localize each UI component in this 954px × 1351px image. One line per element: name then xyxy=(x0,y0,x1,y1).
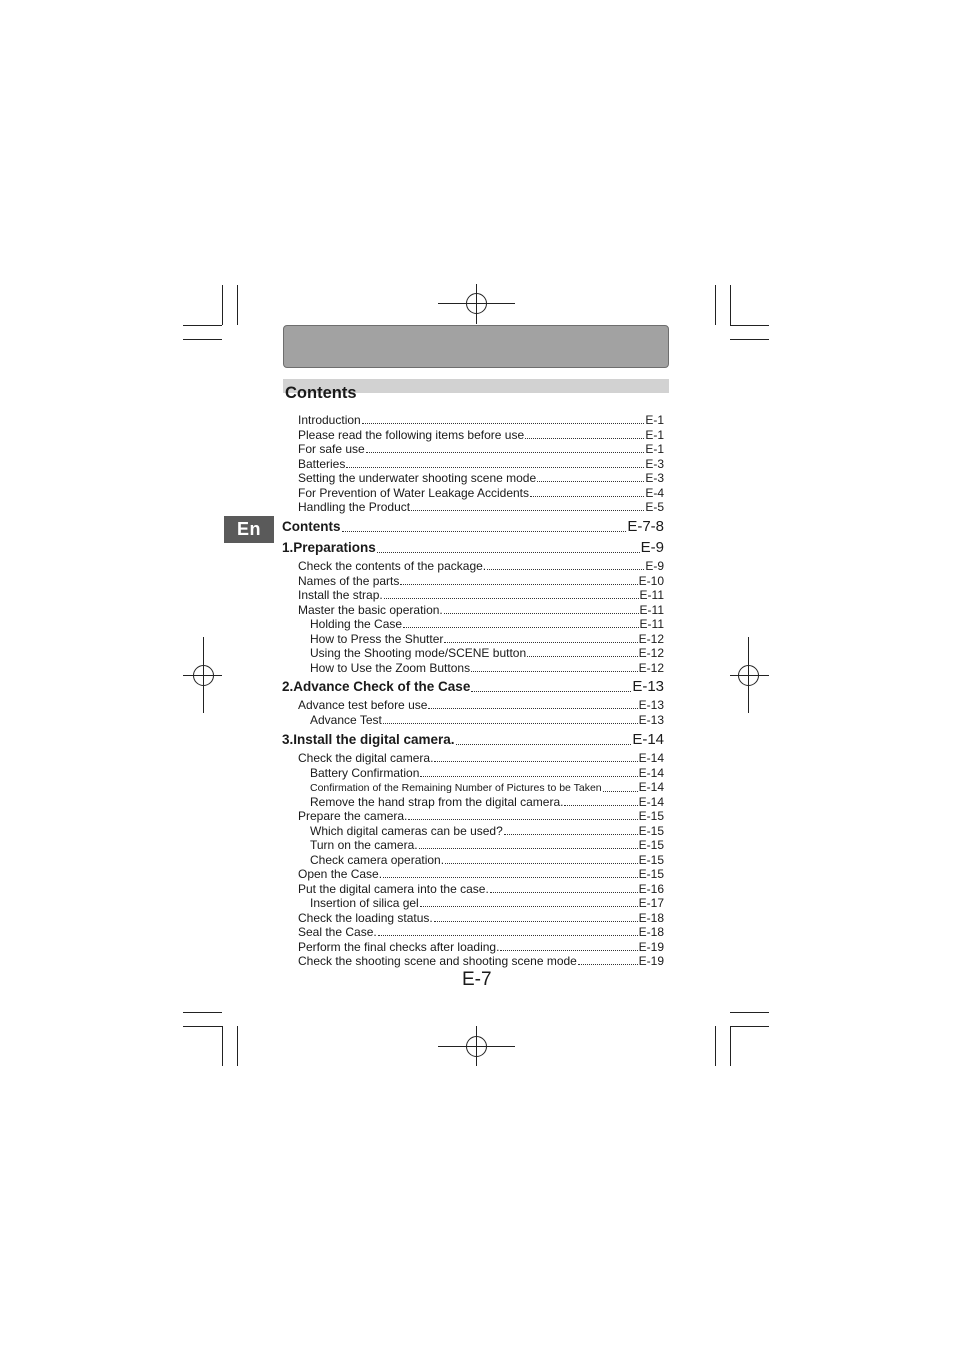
language-tab: En xyxy=(224,516,274,543)
toc-entry-page: E-14 xyxy=(638,765,664,780)
toc-subitem xyxy=(0,838,664,852)
toc-entry-title: 1.Preparations xyxy=(282,540,376,555)
toc-entry-page: E-5 xyxy=(645,500,664,514)
toc-entry-title: Remove the hand strap from the digital camera. xyxy=(310,794,564,809)
toc-entry-page: E-19 xyxy=(638,939,664,954)
toc-dot-leader xyxy=(444,612,639,614)
toc-entry-page: E-15 xyxy=(638,823,664,838)
toc-dot-leader xyxy=(383,722,638,724)
toc-entry-title: Batteries xyxy=(298,456,346,471)
toc-dot-leader xyxy=(428,707,637,709)
toc-entry-page: E-11 xyxy=(639,602,664,617)
toc-dot-leader xyxy=(504,833,638,835)
toc-dot-leader xyxy=(366,451,645,453)
toc-intro-item xyxy=(0,500,664,514)
toc-entry-title: Master the basic operation. xyxy=(298,602,443,617)
toc-dot-leader xyxy=(537,480,644,482)
toc-entry-title: For safe use xyxy=(298,442,365,456)
toc-item xyxy=(0,698,664,712)
toc-subitem xyxy=(0,661,664,675)
toc-entry-title: How to Press the Shutter xyxy=(310,631,444,646)
toc-dot-leader xyxy=(490,891,638,893)
toc-entry-page: E-13 xyxy=(638,712,664,727)
toc-entry-page: E-19 xyxy=(638,954,664,968)
toc-dot-leader xyxy=(471,690,631,692)
toc-dot-leader xyxy=(383,876,638,878)
toc-intro-item xyxy=(0,442,664,456)
toc-entry-page: E-4 xyxy=(645,485,664,500)
toc-intro-item xyxy=(0,457,664,471)
toc-dot-leader xyxy=(377,551,640,553)
page-number: E-7 xyxy=(462,969,492,990)
toc-intro-item xyxy=(0,486,664,500)
toc-entry-title: Which digital cameras can be used? xyxy=(310,823,503,838)
toc-dot-leader xyxy=(384,597,639,599)
toc-section-heading xyxy=(0,518,664,535)
toc-entry-page: E-3 xyxy=(645,456,664,471)
toc-entry-title: Check the shooting scene and shooting scene mode xyxy=(298,954,577,968)
toc-dot-leader xyxy=(603,790,638,792)
toc-item xyxy=(0,603,664,617)
toc-entry-page: E-1 xyxy=(645,427,664,442)
toc-dot-leader xyxy=(564,804,637,806)
toc-subitem xyxy=(0,617,664,631)
toc-item xyxy=(0,954,664,968)
toc-entry-title: Battery Confirmation xyxy=(310,765,420,780)
toc-entry-title: Setting the underwater shooting scene mode xyxy=(298,471,537,485)
toc-entry-page: E-11 xyxy=(639,617,664,631)
toc-subitem xyxy=(0,795,664,809)
toc-entry-title: Confirmation of the Remaining Number of Pictures to be Taken xyxy=(310,782,602,794)
toc-dot-leader xyxy=(419,847,638,849)
toc-dot-leader xyxy=(400,583,637,585)
toc-item xyxy=(0,574,664,588)
toc-item xyxy=(0,882,664,896)
toc-entry-title: Put the digital camera into the case. xyxy=(298,881,489,896)
toc-entry-page: E-14 xyxy=(632,731,664,748)
toc-intro-item xyxy=(0,471,664,485)
toc-entry-page: E-1 xyxy=(645,413,664,427)
toc-item xyxy=(0,925,664,939)
toc-section-heading xyxy=(0,731,664,748)
toc-dot-leader xyxy=(487,568,644,570)
toc-entry-page: E-12 xyxy=(638,646,664,660)
toc-entry-title: Insertion of silica gel xyxy=(310,896,419,910)
toc-entry-page: E-1 xyxy=(645,442,664,456)
toc-dot-leader xyxy=(408,818,637,820)
toc-dot-leader xyxy=(378,934,638,936)
toc-dot-leader xyxy=(420,775,637,777)
toc-entry-title: Install the strap. xyxy=(298,588,383,602)
toc-subitem xyxy=(0,713,664,727)
toc-entry-page: E-9 xyxy=(645,559,664,573)
toc-item xyxy=(0,809,664,823)
toc-dot-leader xyxy=(445,862,638,864)
toc-entry-title: Advance test before use xyxy=(298,698,428,712)
toc-item xyxy=(0,559,664,573)
toc-entry-title: Prepare the camera. xyxy=(298,809,408,823)
toc-subitem xyxy=(0,896,664,910)
header-bar xyxy=(283,325,669,368)
toc-entry-page: E-3 xyxy=(645,471,664,485)
toc-dot-leader xyxy=(444,641,637,643)
toc-dot-leader xyxy=(530,495,644,497)
toc-entry-title: Advance Test xyxy=(310,712,382,727)
toc-dot-leader xyxy=(346,466,644,468)
toc-entry-title: Check the loading status. xyxy=(298,910,433,925)
toc-entry-page: E-14 xyxy=(638,751,664,765)
toc-entry-page: E-12 xyxy=(638,631,664,646)
toc-dot-leader xyxy=(342,530,627,532)
toc-entry-title: 2.Advance Check of the Case xyxy=(282,679,471,694)
toc-dot-leader xyxy=(471,670,638,672)
toc-entry-title: Open the Case. xyxy=(298,867,383,881)
toc-dot-leader xyxy=(456,743,632,745)
page-title: Contents xyxy=(285,384,357,402)
toc-dot-leader xyxy=(434,920,638,922)
toc-dot-leader xyxy=(434,760,637,762)
toc-dot-leader xyxy=(420,905,638,907)
toc-dot-leader xyxy=(411,509,644,511)
toc-entry-page: E-12 xyxy=(638,660,664,675)
toc-item xyxy=(0,588,664,602)
toc-entry-page: E-16 xyxy=(638,881,664,896)
toc-dot-leader xyxy=(500,949,637,951)
toc-dot-leader xyxy=(403,626,638,628)
toc-entry-page: E-18 xyxy=(638,925,664,939)
toc-item xyxy=(0,751,664,765)
toc-subitem xyxy=(0,632,664,646)
toc-item xyxy=(0,867,664,881)
toc-entry-title: Perform the final checks after loading. xyxy=(298,939,500,954)
toc-entry-page: E-17 xyxy=(638,896,664,910)
toc-section-heading xyxy=(0,678,664,695)
toc-entry-title: 3.Install the digital camera. xyxy=(282,732,455,747)
toc-entry-page: E-13 xyxy=(632,678,664,695)
toc-entry-title: Names of the parts xyxy=(298,573,400,588)
toc-intro-item xyxy=(0,428,664,442)
toc-entry-title: Handling the Product xyxy=(298,500,411,514)
toc-entry-title: Seal the Case. xyxy=(298,925,377,939)
toc-entry-page: E-18 xyxy=(638,910,664,925)
toc-entry-page: E-15 xyxy=(638,809,664,823)
toc-entry-title: Introduction xyxy=(298,413,361,427)
toc-entry-page: E-13 xyxy=(638,698,664,712)
toc-subitem xyxy=(0,853,664,867)
toc-entry-title: Contents xyxy=(282,519,341,534)
toc-entry-title: Holding the Case xyxy=(310,617,403,631)
toc-subitem xyxy=(0,766,664,780)
toc-entry-title: Check the digital camera. xyxy=(298,751,434,765)
toc-entry-page: E-7-8 xyxy=(627,518,664,535)
toc-entry-title: How to Use the Zoom Buttons xyxy=(310,660,471,675)
toc-dot-leader xyxy=(578,963,638,965)
toc-entry-page: E-11 xyxy=(639,588,664,602)
toc-entry-page: E-14 xyxy=(638,794,664,809)
toc-entry-title: For Prevention of Water Leakage Accidents xyxy=(298,485,530,500)
toc-entry-page: E-15 xyxy=(638,852,664,867)
toc-entry-page: E-15 xyxy=(638,867,664,881)
toc-dot-leader xyxy=(527,655,638,657)
toc-entry-title: Using the Shooting mode/SCENE button xyxy=(310,646,527,660)
toc-entry-page: E-9 xyxy=(640,539,664,556)
toc-item xyxy=(0,940,664,954)
toc-subitem xyxy=(0,824,664,838)
toc-entry-title: Check the contents of the package. xyxy=(298,559,487,573)
toc-item xyxy=(0,911,664,925)
toc-section-heading xyxy=(0,539,664,556)
toc-entry-page: E-15 xyxy=(638,838,664,852)
toc-subitem xyxy=(0,646,664,660)
toc-entry-page: E-10 xyxy=(638,573,664,588)
toc-entry-page: E-14 xyxy=(638,780,664,794)
toc-intro-item xyxy=(0,413,664,427)
toc-entry-title: Check camera operation. xyxy=(310,852,445,867)
toc-entry-title: Turn on the camera. xyxy=(310,838,418,852)
toc-entry-title: Please read the following items before use xyxy=(298,427,525,442)
toc-subitem xyxy=(0,780,664,795)
toc-dot-leader xyxy=(362,422,645,424)
toc-dot-leader xyxy=(525,437,644,439)
